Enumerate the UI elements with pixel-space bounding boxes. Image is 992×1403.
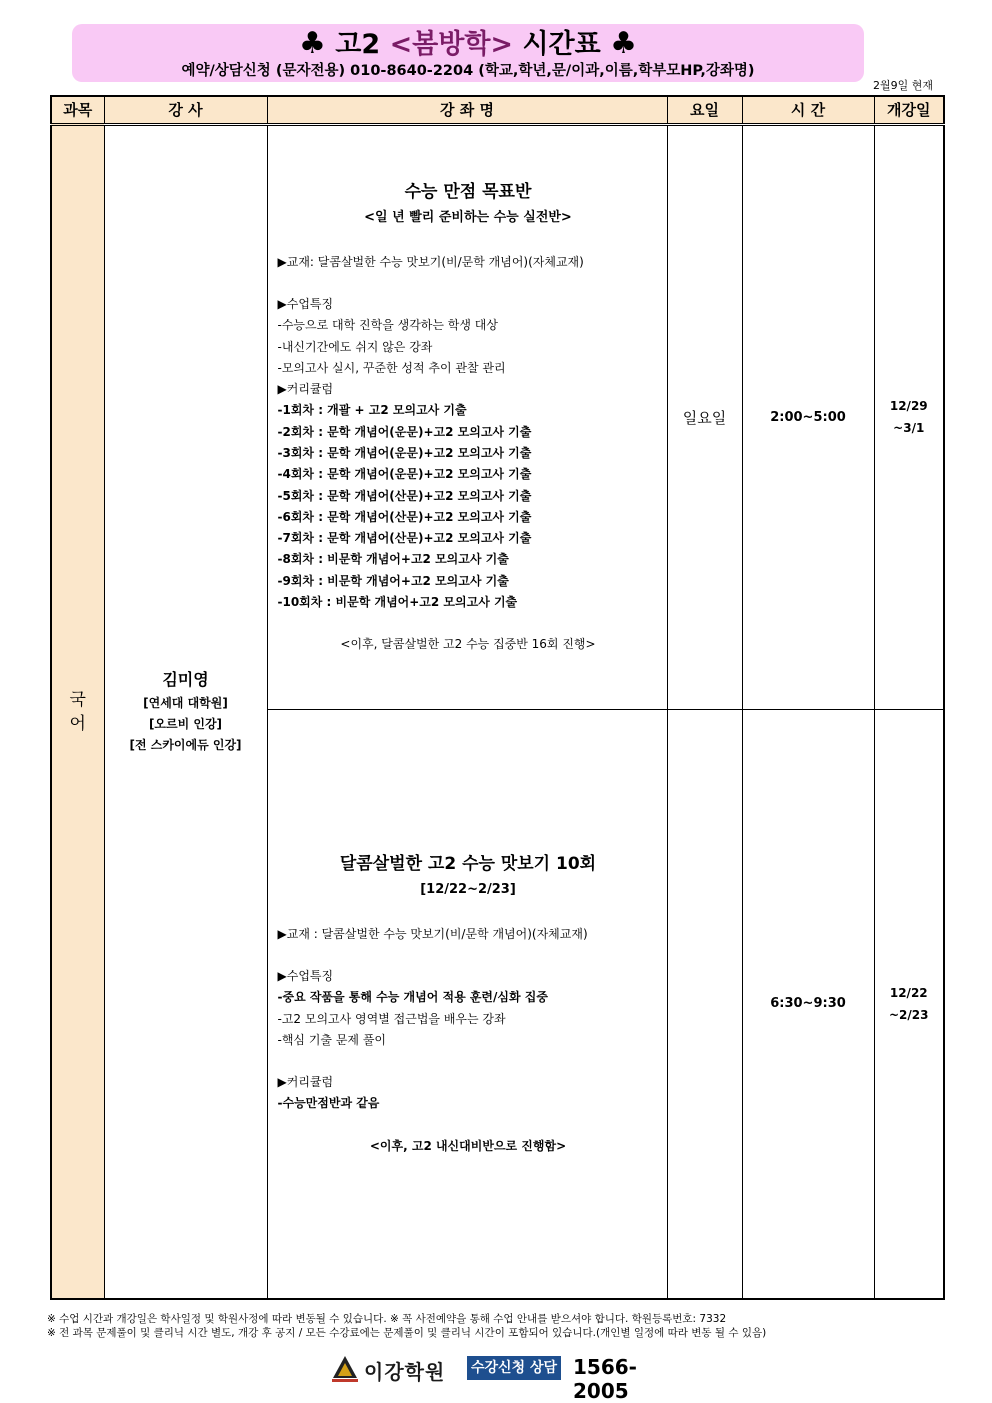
feature-item: -모의고사 실시, 꾸준한 성적 추이 관찰 관리 bbox=[277, 360, 506, 375]
open-date-cell bbox=[874, 124, 944, 709]
consult-badge: 수강신청 상담 bbox=[467, 1356, 561, 1380]
academy-name: 이강학원 bbox=[364, 1360, 446, 1384]
features-label: ▶수업특징 bbox=[277, 969, 334, 983]
club-icon: ♣ bbox=[298, 26, 326, 61]
curriculum-item: -8회차 : 비문학 개념어+고2 모의고사 기출 bbox=[277, 552, 509, 567]
academy-logo-icon bbox=[330, 1352, 360, 1384]
as-of-date: 2월9일 현재 bbox=[873, 79, 933, 92]
feature-item: -중요 작품을 통해 수능 개념어 적용 훈련/심화 집중 bbox=[277, 990, 548, 1005]
curriculum-label: ▶커리큘럼 bbox=[277, 382, 334, 397]
header-course: 강 좌 명 bbox=[267, 96, 667, 124]
header-time: 시 간 bbox=[742, 96, 874, 124]
footnote: ※ 전 과목 문제풀이 및 클리닉 시간 별도, 개강 후 공지 / 모든 수강료에는 문제풀이 및 클리닉 시간이 포함되어 있습니다.(개인별 일정에 따라 변동 될 수 있음) bbox=[47, 1327, 767, 1339]
teacher-credential: [오르비 인강] bbox=[148, 717, 223, 732]
header-open-date: 개강일 bbox=[874, 96, 944, 124]
open-end: ~2/23 bbox=[889, 1007, 929, 1022]
curriculum-item: -3회차 : 문학 개념어(운문)+고2 모의고사 기출 bbox=[277, 446, 532, 460]
features-label: ▶수업특징 bbox=[277, 296, 334, 311]
feature-item: -핵심 기출 문제 풀이 bbox=[277, 1032, 387, 1047]
club-icon: ♣ bbox=[610, 26, 638, 61]
feature-item: -수능으로 대학 진학을 생각하는 학생 대상 bbox=[277, 318, 498, 333]
consult-phone: 1566-2005 bbox=[573, 1355, 637, 1403]
subject-cell bbox=[51, 124, 104, 1299]
course-cell bbox=[267, 709, 667, 1299]
table-header-row bbox=[51, 96, 944, 124]
footnotes bbox=[47, 1312, 766, 1340]
teacher-name: 김미영 bbox=[162, 670, 209, 690]
day-cell bbox=[667, 709, 742, 1299]
course-subtitle: [12/22~2/23] bbox=[420, 881, 516, 897]
title-prefix: 고2 bbox=[335, 29, 390, 60]
header-subject: 과목 bbox=[51, 96, 104, 124]
course-title: 수능 만점 목표반 bbox=[404, 181, 532, 202]
time-cell: 6:30~9:30 bbox=[742, 709, 874, 1299]
course-cell bbox=[267, 124, 667, 709]
curriculum-item: -4회차 : 문학 개념어(운문)+고2 모의고사 기출 bbox=[277, 467, 532, 482]
title-accent: <봄방학> bbox=[389, 29, 514, 60]
open-date-cell bbox=[874, 709, 944, 1299]
subject-char: 국 bbox=[69, 689, 86, 710]
feature-item: -내신기간에도 쉬지 않은 강좌 bbox=[277, 339, 433, 354]
open-end: ~3/1 bbox=[893, 421, 925, 435]
table-row bbox=[51, 124, 944, 709]
contact-info: 예약/상담신청 (문자전용) 010-8640-2204 (학교,학년,문/이과,이름,학부모HP,강좌명) bbox=[181, 63, 755, 79]
title-suffix: 시간표 bbox=[513, 29, 601, 60]
title-banner bbox=[72, 24, 864, 82]
course-followup: <이후, 달콤살벌한 고2 수능 집중반 16회 진행> bbox=[340, 637, 596, 652]
curriculum-label: ▶커리큘럼 bbox=[277, 1075, 334, 1090]
time-cell: 2:00~5:00 bbox=[742, 124, 874, 709]
curriculum-item: -10회차 : 비문학 개념어+고2 모의고사 기출 bbox=[277, 595, 518, 610]
curriculum-item: -7회차 : 문학 개념어(산문)+고2 모의고사 기출 bbox=[277, 531, 532, 546]
footnote: ※ 수업 시간과 개강일은 학사일정 및 학원사정에 따라 변동될 수 있습니다. ※ 꼭 사전예약을 통해 수업 안내를 받으셔야 합니다. 학원등록번호: 7332 bbox=[47, 1313, 727, 1325]
course-textbook: ▶교재 : 달콤살벌한 수능 맛보기(비/문학 개념어)(자체교재) bbox=[277, 926, 588, 941]
teacher-credential: [전 스카이에듀 인강] bbox=[129, 738, 242, 753]
curriculum-item: -9회차 : 비문학 개념어+고2 모의고사 기출 bbox=[277, 573, 509, 588]
course-followup: <이후, 고2 내신대비반으로 진행함> bbox=[369, 1138, 567, 1153]
open-start: 12/22 bbox=[889, 985, 928, 1000]
teacher-credential: [연세대 대학원] bbox=[143, 696, 228, 711]
open-start: 12/29 bbox=[889, 399, 928, 413]
header-day: 요일 bbox=[667, 96, 742, 124]
header-teacher: 강 사 bbox=[104, 96, 267, 124]
schedule-table bbox=[50, 95, 945, 1300]
curriculum-item: -2회차 : 문학 개념어(운문)+고2 모의고사 기출 bbox=[277, 424, 532, 439]
page-title bbox=[72, 28, 864, 61]
curriculum-item: -5회차 : 문학 개념어(산문)+고2 모의고사 기출 bbox=[277, 488, 532, 503]
footer-banner bbox=[330, 1352, 680, 1403]
curriculum-note: -수능만점반과 같음 bbox=[277, 1096, 380, 1111]
day-cell: 일요일 bbox=[667, 124, 742, 709]
course-subtitle: <일 년 빨리 준비하는 수능 실전반> bbox=[364, 209, 572, 225]
curriculum-item: -6회차 : 문학 개념어(산문)+고2 모의고사 기출 bbox=[277, 509, 532, 524]
subject-char: 어 bbox=[69, 713, 86, 734]
course-textbook: ▶교재: 달콤살벌한 수능 맛보기(비/문학 개념어)(자체교재) bbox=[277, 254, 584, 269]
course-title: 달콤살벌한 고2 수능 맛보기 10회 bbox=[339, 853, 597, 874]
teacher-cell bbox=[104, 124, 267, 1299]
curriculum-item: -1회차 : 개괄 + 고2 모의고사 기출 bbox=[277, 403, 467, 418]
feature-item: -고2 모의고사 영역별 접근법을 배우는 강좌 bbox=[277, 1011, 506, 1026]
